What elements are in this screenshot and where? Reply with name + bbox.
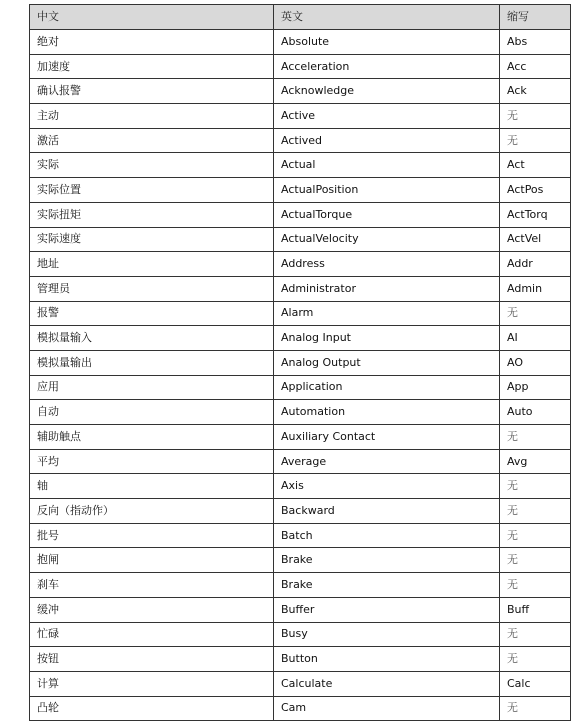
cell-abbreviation: 无 [500,647,571,672]
cell-abbreviation: AO [500,350,571,375]
cell-abbreviation: Avg [500,449,571,474]
cell-abbreviation: ActTorq [500,202,571,227]
cell-abbreviation: 无 [500,696,571,721]
table-row [30,79,571,104]
cell-chinese: 缓冲 [30,597,274,622]
cell-chinese: 抱闸 [30,548,274,573]
cell-english: Batch [274,523,500,548]
table-row [30,499,571,524]
cell-abbreviation: 无 [500,128,571,153]
header-abbreviation: 缩写 [500,5,571,30]
cell-chinese: 轴 [30,474,274,499]
cell-english: ActualVelocity [274,227,500,252]
cell-english: ActualTorque [274,202,500,227]
cell-chinese: 实际 [30,153,274,178]
table-row [30,573,571,598]
table-row [30,425,571,450]
cell-abbreviation: 无 [500,573,571,598]
table-row [30,671,571,696]
cell-chinese: 平均 [30,449,274,474]
cell-chinese: 地址 [30,252,274,277]
cell-chinese: 应用 [30,375,274,400]
table-row [30,128,571,153]
table-row [30,647,571,672]
table-row [30,350,571,375]
table-row [30,597,571,622]
table-header [30,5,571,30]
table-row [30,449,571,474]
cell-chinese: 模拟量输出 [30,350,274,375]
cell-abbreviation: 无 [500,301,571,326]
cell-english: Alarm [274,301,500,326]
cell-abbreviation: 无 [500,548,571,573]
cell-english: Acknowledge [274,79,500,104]
cell-english: Active [274,104,500,129]
cell-chinese: 实际扭矩 [30,202,274,227]
cell-chinese: 辅助触点 [30,425,274,450]
cell-english: Auxiliary Contact [274,425,500,450]
table-row [30,696,571,721]
cell-chinese: 忙碌 [30,622,274,647]
cell-english: Automation [274,400,500,425]
cell-chinese: 管理员 [30,276,274,301]
cell-english: Analog Input [274,326,500,351]
cell-abbreviation: 无 [500,622,571,647]
table-row [30,276,571,301]
cell-chinese: 确认报警 [30,79,274,104]
table-row [30,30,571,55]
cell-chinese: 报警 [30,301,274,326]
cell-abbreviation: Auto [500,400,571,425]
cell-abbreviation: Ack [500,79,571,104]
cell-chinese: 刹车 [30,573,274,598]
table-row [30,400,571,425]
cell-chinese: 加速度 [30,54,274,79]
cell-english: Acceleration [274,54,500,79]
header-chinese: 中文 [30,5,274,30]
table-row [30,301,571,326]
cell-english: Administrator [274,276,500,301]
cell-abbreviation: 无 [500,499,571,524]
cell-english: Address [274,252,500,277]
cell-abbreviation: Admin [500,276,571,301]
table-row [30,104,571,129]
cell-abbreviation: AI [500,326,571,351]
cell-abbreviation: App [500,375,571,400]
table-row [30,375,571,400]
table-row [30,326,571,351]
cell-chinese: 实际速度 [30,227,274,252]
cell-abbreviation: ActPos [500,178,571,203]
table-row [30,202,571,227]
cell-english: Analog Output [274,350,500,375]
table-row [30,178,571,203]
table-row [30,252,571,277]
cell-english: Cam [274,696,500,721]
glossary-table [29,4,571,721]
table-row [30,474,571,499]
cell-abbreviation: ActVel [500,227,571,252]
cell-chinese: 按钮 [30,647,274,672]
cell-abbreviation: 无 [500,425,571,450]
table-row [30,548,571,573]
cell-abbreviation: 无 [500,523,571,548]
cell-english: Absolute [274,30,500,55]
cell-english: Actived [274,128,500,153]
cell-abbreviation: Calc [500,671,571,696]
cell-english: Button [274,647,500,672]
cell-chinese: 实际位置 [30,178,274,203]
cell-abbreviation: Act [500,153,571,178]
cell-english: Average [274,449,500,474]
table-row [30,153,571,178]
cell-abbreviation: Buff [500,597,571,622]
table-body [30,30,571,721]
cell-english: Application [274,375,500,400]
table-row [30,523,571,548]
cell-chinese: 绝对 [30,30,274,55]
cell-english: Busy [274,622,500,647]
cell-chinese: 激活 [30,128,274,153]
cell-chinese: 批号 [30,523,274,548]
cell-english: Backward [274,499,500,524]
cell-chinese: 计算 [30,671,274,696]
cell-english: Brake [274,573,500,598]
cell-english: Buffer [274,597,500,622]
cell-abbreviation: Addr [500,252,571,277]
table-row [30,54,571,79]
cell-chinese: 反向（指动作） [30,499,274,524]
cell-english: ActualPosition [274,178,500,203]
cell-english: Axis [274,474,500,499]
cell-abbreviation: 无 [500,104,571,129]
cell-chinese: 模拟量输入 [30,326,274,351]
table-row [30,227,571,252]
cell-chinese: 自动 [30,400,274,425]
cell-english: Brake [274,548,500,573]
cell-abbreviation: 无 [500,474,571,499]
header-row [30,5,571,30]
cell-chinese: 主动 [30,104,274,129]
cell-abbreviation: Abs [500,30,571,55]
cell-chinese: 凸轮 [30,696,274,721]
cell-english: Calculate [274,671,500,696]
cell-english: Actual [274,153,500,178]
table-row [30,622,571,647]
cell-abbreviation: Acc [500,54,571,79]
header-english: 英文 [274,5,500,30]
